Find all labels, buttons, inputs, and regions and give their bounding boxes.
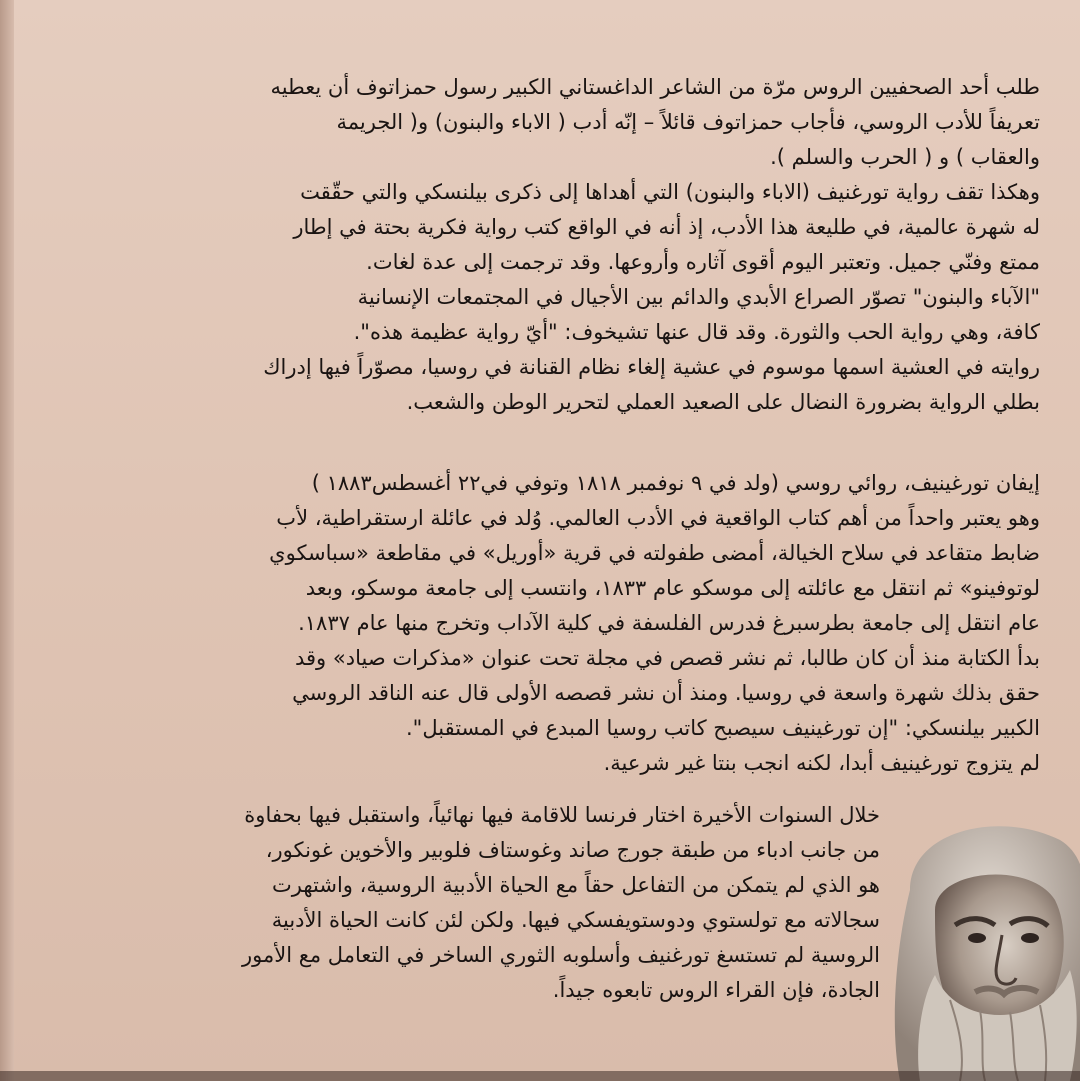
text-line: لم يتزوج تورغينيف أبدا، لكنه انجب بنتا غير شرعية. xyxy=(603,751,1040,775)
page-edge xyxy=(0,0,14,1081)
text-line: ممتع وفنّي جميل. وتعتبر اليوم أقوى آثاره وأروعها. وقد ترجمت إلى عدة لغات. xyxy=(366,250,1040,274)
text-line: له شهرة عالمية، في طليعة هذا الأدب، إذ أنه في الواقع كتب رواية فكرية بحتة في إطار xyxy=(293,215,1040,239)
text-line: وهكذا تقف رواية تورغنيف (الاباء والبنون) التي أهداها إلى ذكرى بيلنسكي والتي حقّقت xyxy=(300,180,1040,204)
text-line: بطلي الرواية بضرورة النضال على الصعيد العملي لتحرير الوطن والشعب. xyxy=(406,390,1040,414)
text-line: وهو يعتبر واحداً من أهم كتاب الواقعية في الأدب العالمي. وُلد في عائلة ارستقراطية، لأب xyxy=(276,506,1040,530)
text-line: الجادة، فإن القراء الروس تابعوه جيداً. xyxy=(552,978,880,1002)
text-line: "الآباء والبنون" تصوّر الصراع الأبدي والدائم بين الأجيال في المجتمعات الإنسانية xyxy=(357,285,1040,309)
text-line: طلب أحد الصحفيين الروس مرّة من الشاعر الداغستاني الكبير رسول حمزاتوف أن يعطيه xyxy=(270,75,1040,99)
text-line: ضابط متقاعد في سلاح الخيالة، أمضى طفولته في قرية «أوريل» في مقاطعة «سباسكوي xyxy=(269,541,1040,565)
bearded-man-portrait-icon xyxy=(880,800,1080,1081)
text-line: خلال السنوات الأخيرة اختار فرنسا للاقامة فيها نهائياً، واستقبل فيها بحفاوة xyxy=(244,803,880,827)
text-line: لوتوفينو» ثم انتقل مع عائلته إلى موسكو عام ١٨٣٣، وانتسب إلى جامعة موسكو، وبعد xyxy=(305,576,1040,600)
text-line: إيفان تورغينيف، روائي روسي (ولد في ٩ نوفمبر ١٨١٨ وتوفي في٢٢ أغسطس١٨٨٣ ) xyxy=(311,471,1040,495)
intro-section xyxy=(80,70,1040,420)
text-line: كافة، وهي رواية الحب والثورة. وقد قال عنها تشيخوف: "أيّ رواية عظيمة هذه". xyxy=(353,320,1040,344)
text-line: حقق بذلك شهرة واسعة في روسيا. ومنذ أن نشر قصصه الأولى قال عنه الناقد الروسي xyxy=(292,681,1040,705)
text-line: بدأ الكتابة منذ أن كان طالبا، ثم نشر قصص في مجلة تحت عنوان «مذكرات صياد» وقد xyxy=(295,646,1040,670)
text-line: والعقاب ) و ( الحرب والسلم ). xyxy=(770,145,1040,169)
text-line: الكبير بيلنسكي: "إن تورغينيف سيصبح كاتب روسيا المبدع في المستقبل". xyxy=(406,716,1040,740)
text-line: سجالاته مع تولستوي ودوستويفسكي فيها. ولكن لئن كانت الحياة الأدبية xyxy=(271,908,880,932)
biography-section xyxy=(80,466,1040,781)
bottom-edge xyxy=(0,1071,1080,1081)
text-line: من جانب ادباء من طبقة جورج صاند وغوستاف فلوبير والأخوين غونكور، xyxy=(265,838,880,862)
later-life-section xyxy=(80,798,880,1008)
text-line: هو الذي لم يتمكن من التفاعل حقاً مع الحياة الأدبية الروسية، واشتهرت xyxy=(271,873,880,897)
text-line: تعريفاً للأدب الروسي، فأجاب حمزاتوف قائلاً – إنّه أدب ( الاباء والبنون) و( الجريمة xyxy=(336,110,1040,134)
text-line: عام انتقل إلى جامعة بطرسبرغ فدرس الفلسفة في كلية الآداب وتخرج منها عام ١٨٣٧. xyxy=(298,611,1040,635)
text-line: الروسية لم تستسغ تورغنيف وأسلوبه الثوري الساخر في التعامل مع الأمور xyxy=(241,943,880,967)
text-line: روايته في العشية اسمها موسوم في عشية إلغاء نظام القنانة في روسيا، مصوّراً فيها إدراك xyxy=(263,355,1040,379)
